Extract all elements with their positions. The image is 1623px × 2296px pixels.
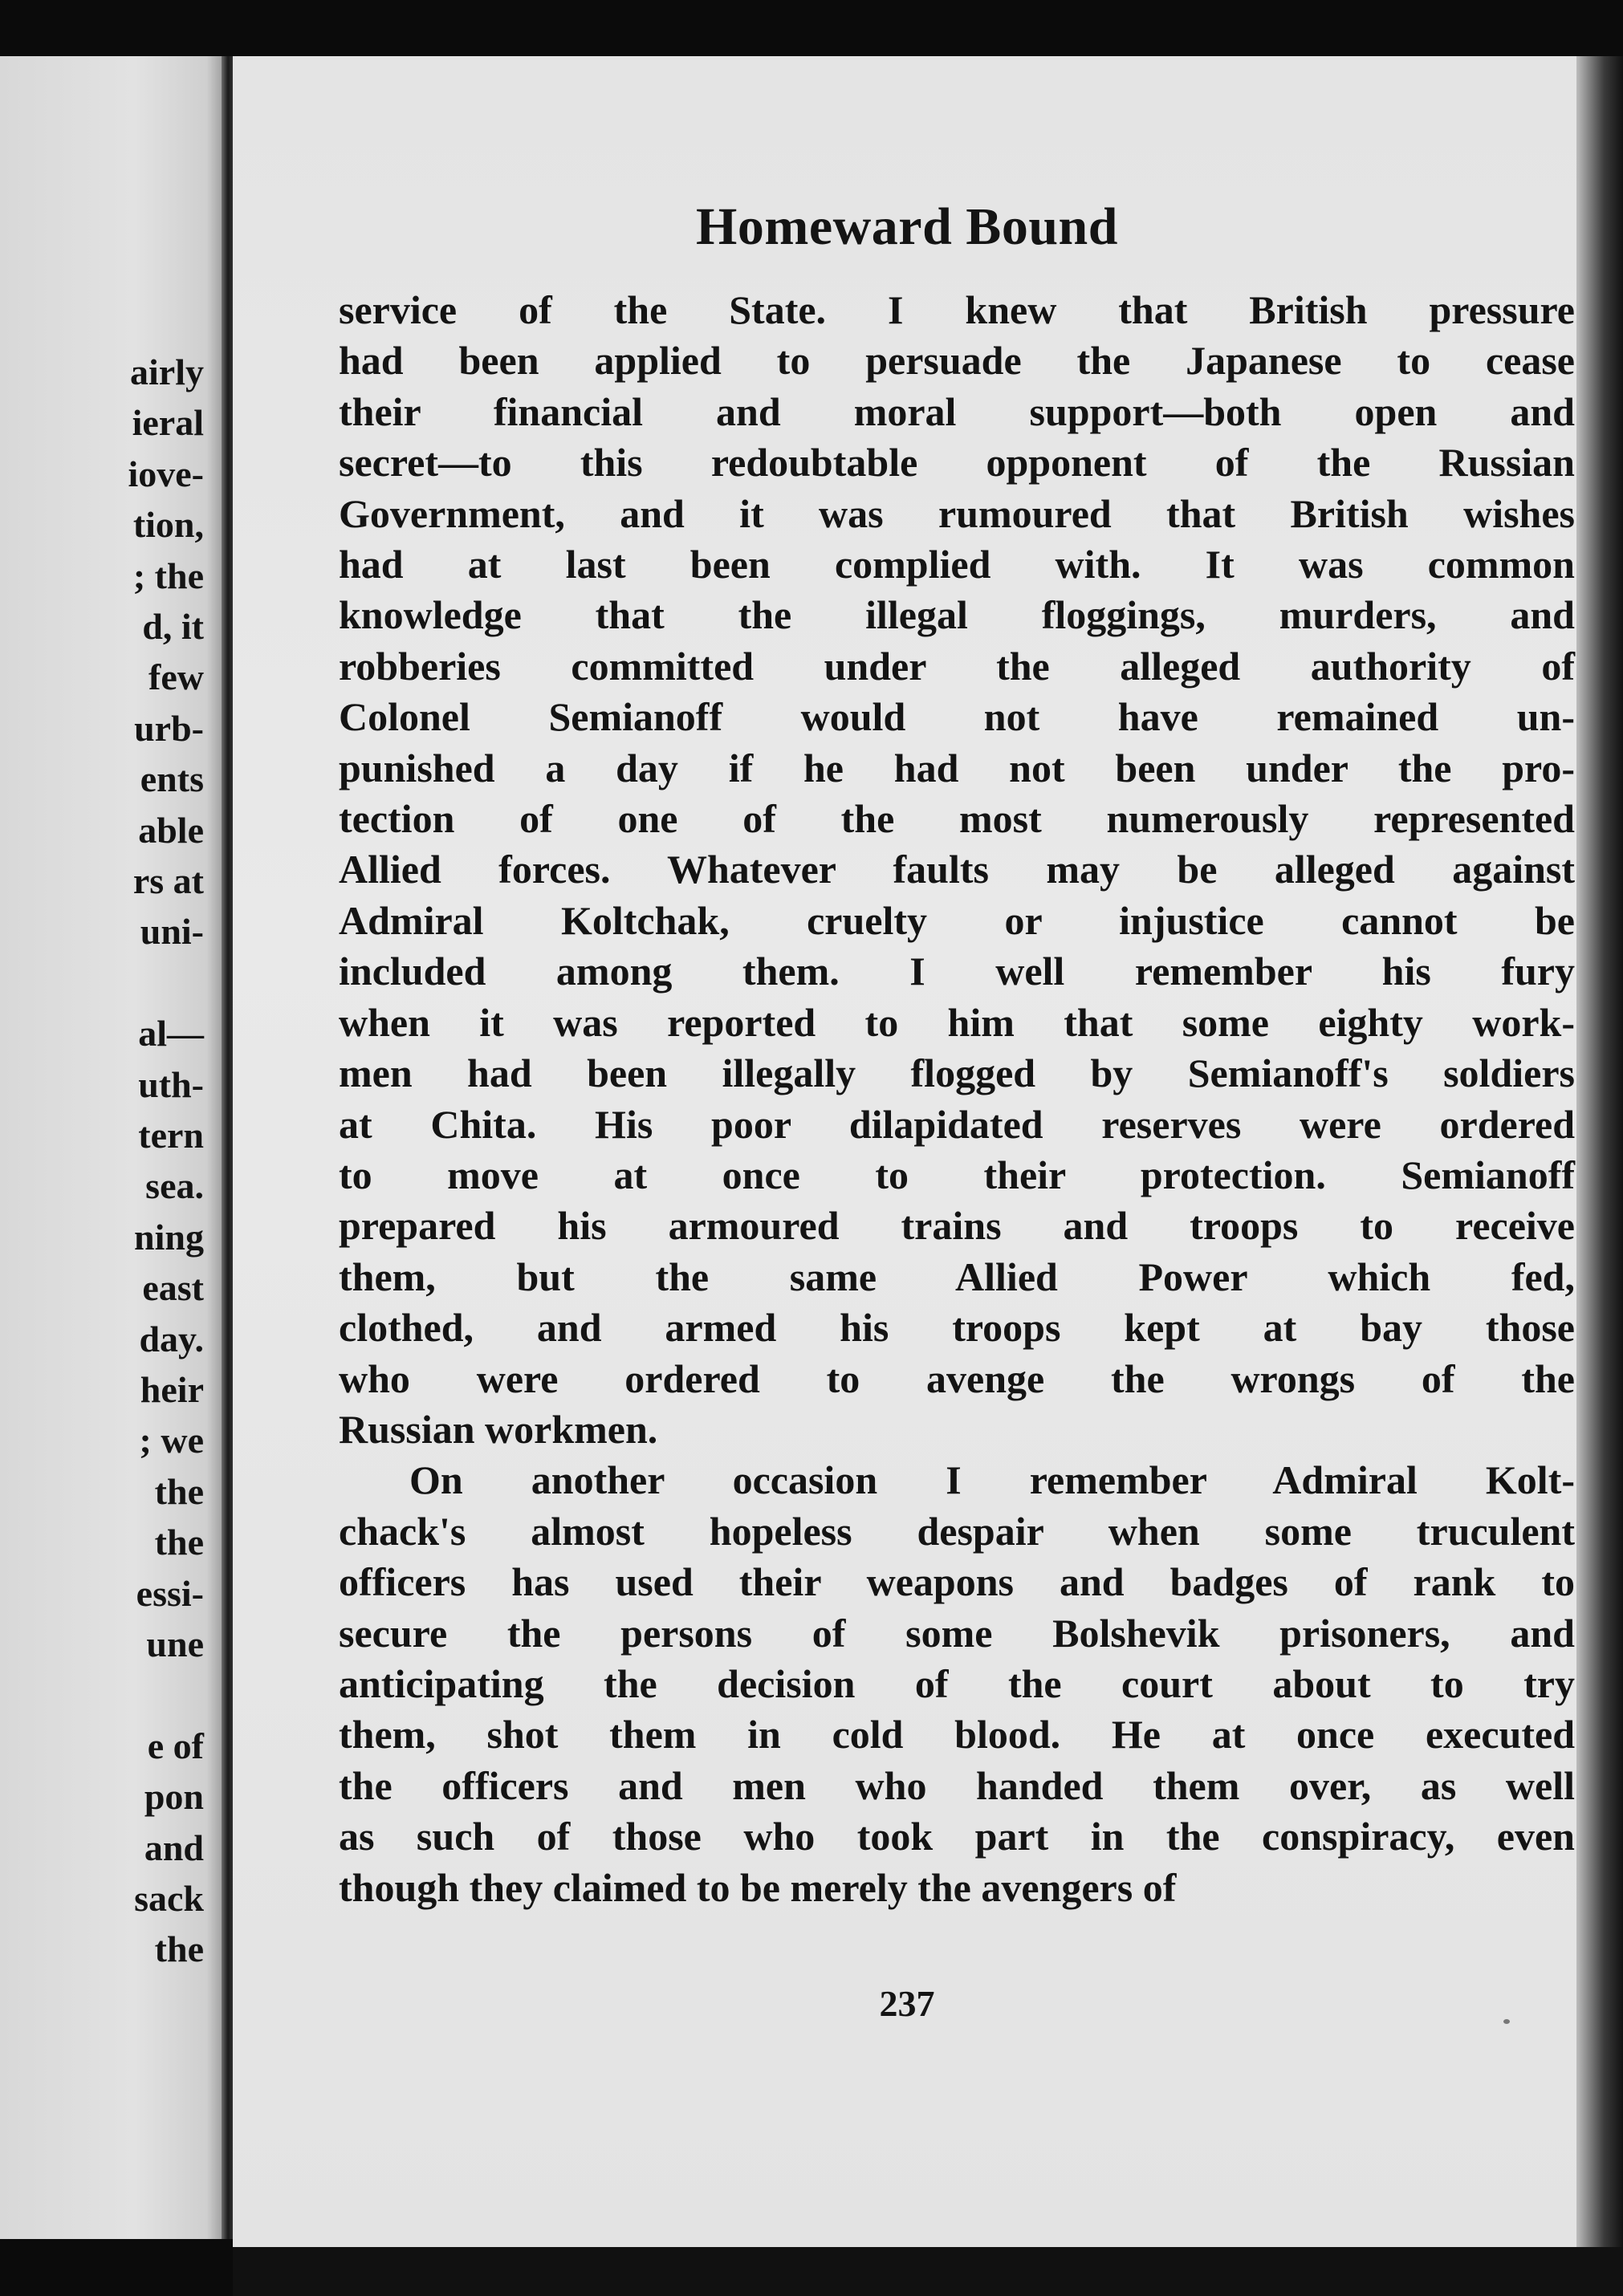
right-page: [233, 56, 1581, 2247]
left-page-fragment: uth-: [138, 1063, 204, 1105]
left-page-edge: [0, 56, 225, 2239]
text-line: though they claimed to be merely the avengers of: [339, 1864, 1177, 1910]
text-line: them, shot them in cold blood. He at once executed: [339, 1712, 1575, 1758]
scan-border: [233, 2247, 1623, 2296]
text-line: Government, and it was rumoured that British wishes: [339, 490, 1575, 536]
text-line: Admiral Koltchak, cruelty or injustice cannot be: [339, 897, 1575, 943]
left-page-fragment: ; we: [139, 1420, 204, 1461]
left-page-fragment: and: [144, 1827, 204, 1868]
text-line: secret—to this redoubtable opponent of the Russian: [339, 440, 1575, 486]
text-line: to move at once to their protection. Semianoff: [339, 1152, 1575, 1197]
left-page-fragment: ning: [134, 1216, 204, 1258]
text-line: their financial and moral support—both open and: [339, 388, 1575, 434]
text-line: at Chita. His poor dilapidated reserves were ordered: [339, 1101, 1575, 1147]
text-line: Colonel Semianoff would not have remained un-: [339, 694, 1575, 740]
left-page-fragment: heir: [140, 1369, 204, 1410]
left-page-fragment: ; the: [132, 555, 204, 596]
text-line: clothed, and armed his troops kept at bay those: [339, 1305, 1575, 1351]
left-page-fragment: e of: [147, 1725, 204, 1766]
left-page-fragment: the: [154, 1470, 204, 1512]
text-line: the officers and men who handed them over, as well: [339, 1762, 1575, 1808]
text-line: as such of those who took part in the conspiracy, even: [339, 1814, 1575, 1859]
text-line: chack's almost hopeless despair when some truculent: [339, 1508, 1575, 1554]
text-line: knowledge that the illegal floggings, murders, and: [339, 592, 1575, 638]
text-line: secure the persons of some Bolshevik prisoners, and: [339, 1610, 1575, 1656]
scan-speck: [1503, 2019, 1510, 2024]
left-page-fragment: able: [138, 809, 204, 851]
left-page-fragment: al—: [138, 1013, 204, 1055]
text-line: On another occasion I remember Admiral Kolt-: [409, 1457, 1575, 1503]
left-page-fragment: d, it: [142, 606, 204, 647]
left-page-fragment: iove-: [128, 453, 204, 494]
page-edge-shadow: [1576, 56, 1623, 2247]
text-line: anticipating the decision of the court about to try: [339, 1660, 1575, 1706]
text-line: officers has used their weapons and badges of rank to: [339, 1559, 1575, 1605]
left-page-fragment: few: [148, 656, 204, 698]
left-page-fragment: tion,: [132, 504, 204, 546]
text-line: Allied forces. Whatever faults may be alleged against: [339, 847, 1575, 892]
left-page-fragment: airly: [130, 352, 204, 392]
left-page-fragment: day.: [139, 1318, 204, 1359]
text-line: tection of one of the most numerously represented: [339, 796, 1575, 842]
text-line: had been applied to persuade the Japanese to cease: [339, 338, 1575, 384]
text-line: punished a day if he had not been under the pro-: [339, 745, 1575, 790]
page-number: 237: [879, 1983, 935, 2024]
left-page-fragment: uni-: [140, 911, 204, 953]
text-line: Russian workmen.: [339, 1406, 658, 1452]
left-page-fragment: the: [154, 1522, 204, 1563]
left-page-fragment: the: [154, 1928, 204, 1970]
left-page-fragment: ieral: [132, 402, 204, 444]
running-head: Homeward Bound: [696, 197, 1118, 256]
text-line: robberies committed under the alleged authority of: [339, 643, 1575, 689]
left-page-fragment: sea.: [145, 1165, 204, 1207]
text-line: who were ordered to avenge the wrongs of the: [339, 1355, 1575, 1401]
left-page-fragment: urb-: [134, 707, 204, 749]
left-page-fragment: tern: [138, 1115, 204, 1156]
left-page-fragment: east: [142, 1267, 204, 1309]
text-line: when it was reported to him that some eighty work-: [339, 999, 1575, 1045]
text-line: service of the State. I knew that British pressure: [339, 287, 1575, 332]
left-page-fragment: rs at: [132, 860, 204, 901]
left-page-fragment: pon: [144, 1776, 204, 1818]
text-line: them, but the same Allied Power which fed,: [339, 1254, 1575, 1299]
text-line: included among them. I well remember his fury: [339, 949, 1575, 994]
left-page-fragment: essi-: [136, 1572, 204, 1614]
text-line: men had been illegally flogged by Semianoff's soldiers: [339, 1050, 1575, 1096]
text-line: had at last been complied with. It was common: [339, 542, 1575, 587]
left-page-fragment: une: [146, 1623, 204, 1664]
text-line: prepared his armoured trains and troops to receive: [339, 1203, 1575, 1249]
left-page-fragment: ents: [140, 758, 204, 800]
body-text: [339, 285, 1575, 1913]
left-page-fragment: sack: [134, 1878, 204, 1919]
